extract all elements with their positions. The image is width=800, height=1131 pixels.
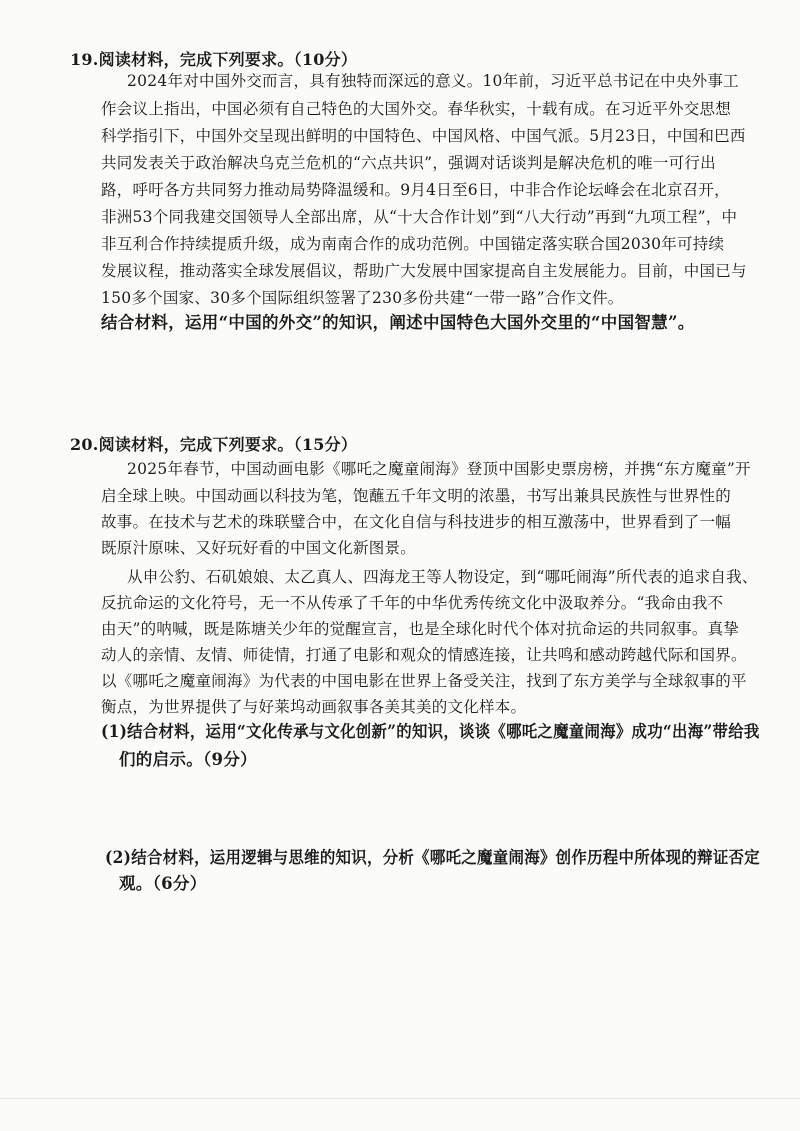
material-line: 发展议程，推动落实全球发展倡议，帮助广大发展中国家提高自主发展能力。目前，中国已与 [101,262,747,280]
material-line: 从申公豹、石矶娘娘、太乙真人、四海龙王等人物设定，到“哪吒闹海”所代表的追求自我、 [127,568,758,586]
sub-question-1-cont: 们的启示。（9分） [119,750,257,769]
material-line: 非互利合作持续提质升级，成为南南合作的成功范例。中国锚定落实联合国2030年可持续 [101,235,725,253]
material-line: 非洲53个同我建交国领导人全部出席，从“十大合作计划”到“八大行动”再到“九项工程”，中 [101,208,738,226]
material-line: 路，呼吁各方共同努力推动局势降温缓和。9月4日至6日，中非合作论坛峰会在北京召开， [101,181,730,199]
question-19-prompt: 结合材料，运用“中国的外交”的知识，阐述中国特色大国外交里的“中国智慧”。 [101,313,695,332]
sub-question-1: (1)结合材料，运用“文化传承与文化创新”的知识，谈谈《哪吒之魔童闹海》成功“出海”带给我 [101,722,760,741]
sub-question-2: (2)结合材料，运用逻辑与思维的知识，分析《哪吒之魔童闹海》创作历程中所体现的辩证否定 [105,848,760,867]
question-20-title: 20.阅读材料，完成下列要求。（15分） [70,435,358,454]
material-line: 动人的亲情、友情、师徒情，打通了电影和观众的情感连接，让共鸣和感动跨越代际和国界。 [101,646,747,664]
material-line: 150多个国家、30多个国际组织签署了230多份共建“一带一路”合作文件。 [101,289,624,307]
sub-question-2-cont: 观。（6分） [119,874,207,893]
material-line: 由天”的呐喊，既是陈塘关少年的觉醒宣言，也是全球化时代个体对抗命运的共同叙事。真挚 [101,620,740,638]
material-line: 反抗命运的文化符号，无一不从传承了千年的中华优秀传统文化中汲取养分。“我命由我不 [101,594,724,612]
material-line: 故事。在技术与艺术的珠联璧合中，在文化自信与科技进步的相互激荡中，世界看到了一幅 [101,513,732,531]
material-line: 衡点，为世界提供了与好莱坞动画叙事各美其美的文化样本。 [101,698,527,716]
question-19-title: 19.阅读材料，完成下列要求。（10分） [70,50,358,69]
material-line: 科学指引下，中国外交呈现出鲜明的中国特色、中国风格、中国气派。5月23日，中国和巴西 [101,127,746,145]
material-line: 共同发表关于政治解决乌克兰危机的“六点共识”，强调对话谈判是解决危机的唯一可行出 [101,154,716,172]
material-line: 以《哪吒之魔童闹海》为代表的中国电影在世界上备受关注，找到了东方美学与全球叙事的平 [101,672,747,690]
material-line: 既原汁原味、又好玩好看的中国文化新图景。 [101,539,417,557]
page-edge-divider [0,1098,800,1099]
material-line: 启全球上映。中国动画以科技为笔，饱蘸五千年文明的浓墨，书写出兼具民族性与世界性的 [101,487,732,505]
material-line: 作会议上指出，中国必须有自己特色的大国外交。春华秋实，十载有成。在习近平外交思想 [101,100,732,118]
material-line: 2024年对中国外交而言，具有独特而深远的意义。10年前，习近平总书记在中央外事工 [127,72,739,90]
material-line: 2025年春节，中国动画电影《哪吒之魔童闹海》登顶中国影史票房榜，并携“东方魔童”开 [127,460,751,478]
